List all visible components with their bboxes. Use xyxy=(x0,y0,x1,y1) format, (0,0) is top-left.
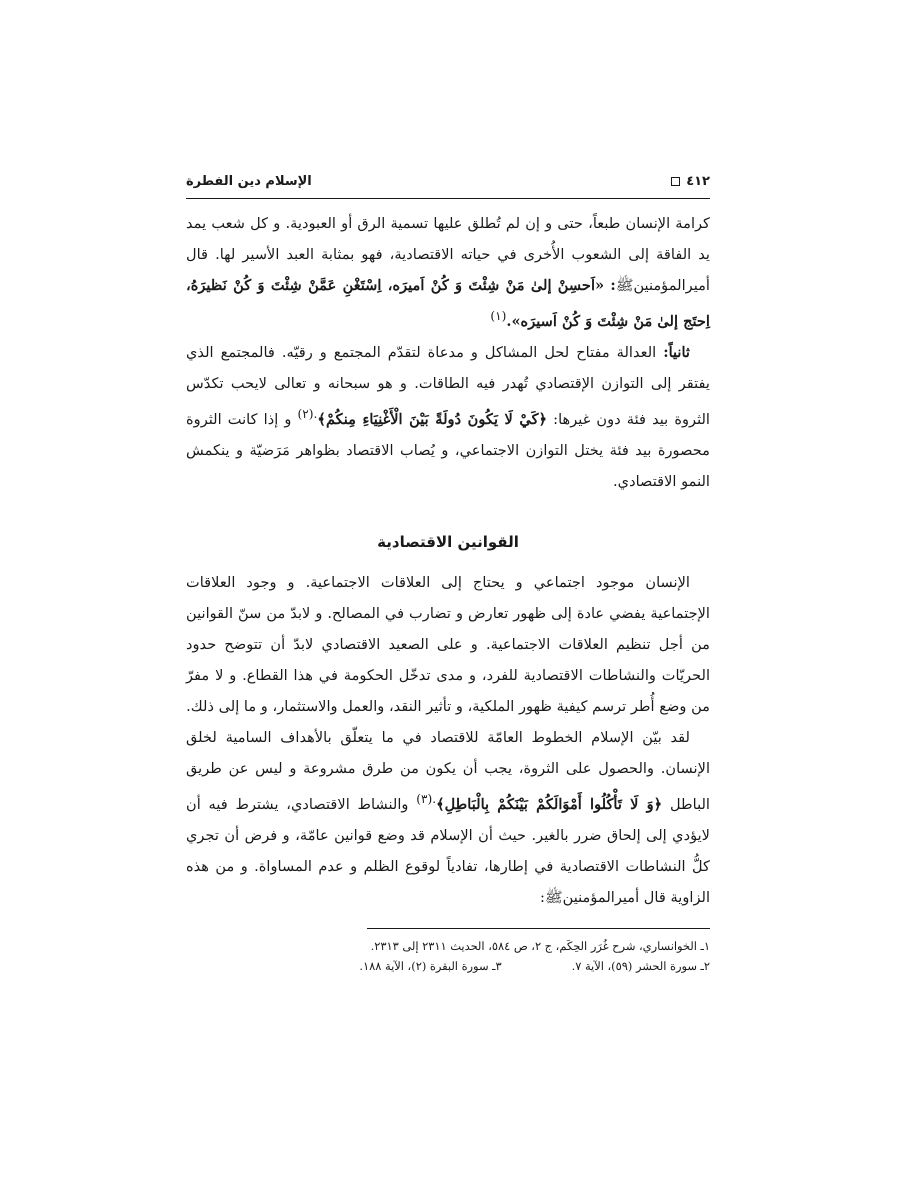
paragraph-4 xyxy=(186,722,710,913)
paragraph-3: الإنسان موجود اجتماعي و يحتاج إلى العلاقات الاجتماعية. و وجود العلاقات الإجتماعية يفضي عادة إلى ظهور تعارض و تضارب في المصالح. و لابدّ من سنّ القوانين من أجل تنظيم العلاقات الاجتماعية. و على الصعيد الاقتصادي لابدّ أن تتوضح حدود الحريّات والنشاطات الاقتصادية للفرد، و مدى تدخّل الحكومة في هذا القطاع. و لا مفرّ من وضع أُطر ترسم كيفية ظهور الملكية، و تأثير النقد، والعمل والاستثمار، و ما إلى ذلك. xyxy=(186,573,710,715)
header-rule xyxy=(186,198,710,199)
paragraph-1 xyxy=(186,208,710,337)
footnote-ref-2: .(٢) xyxy=(297,406,318,421)
footnote-row xyxy=(186,956,710,976)
paragraph-2 xyxy=(186,337,710,497)
section-heading: القوانين الاقتصادية xyxy=(377,532,519,551)
page-number: ٤١٢ xyxy=(686,173,710,189)
square-icon xyxy=(671,177,680,186)
paragraph-1-text: كرامة الإنسان طبعاً، حتى و إن لم تُطلق عليها تسمية الرق أو العبودية. و كل شعب يمد يد الفاقة إلى الشعوب الأُخرى في حياته الاقتصادية، فهو بمثابة العبد الأسير لها. قال أميرالمؤمنين xyxy=(186,215,710,294)
page-body xyxy=(186,208,710,913)
footnotes xyxy=(186,936,710,976)
quran-quote-2: ﴿وَ لَا تَأْكُلُوا أَمْوَالَكُمْ بَيْنَكُمْ بِالْبَاطِلِ﴾ xyxy=(436,795,663,813)
quran-quote-1: ﴿كَيْ لَا يَكُونَ دُولَةً بَيْنَ الْأَغْنِيَاءِ مِنكُمْ﴾ xyxy=(317,410,548,428)
paragraph-4-end: : xyxy=(540,888,545,906)
paragraph-2-lead: ثانياً: xyxy=(663,343,690,361)
footnote-1: ١ـ الخوانساري، شرح غُرَر الحِكَم، ج ٢، ص ٥٨٤، الحديث ٢٣١١ إلى ٢٣١٣. xyxy=(370,939,710,953)
honorific-1: ﷺ xyxy=(615,277,634,294)
footnote-rule xyxy=(367,928,710,929)
footnote-ref-3: .(٣) xyxy=(416,791,437,806)
running-head xyxy=(186,168,710,194)
book-page xyxy=(186,158,710,988)
footnote-3: ٣ـ سورة البقرة (٢)، الآية ١٨٨. xyxy=(359,959,502,973)
footnote-ref-1: (١) xyxy=(490,309,507,323)
paragraph-2-tail: و إذا كانت الثروة محصورة بيد فئة يختل التوازن الاجتماعي، و يُصاب الاقتصاد بظواهر مَرَضيّة و ينكمش النمو الاقتصادي. xyxy=(186,410,710,490)
footnote-2: ٢ـ سورة الحشر (٥٩)، الآية ٧. xyxy=(571,959,710,973)
page-number-block xyxy=(671,174,710,189)
hadith-quote: : «اَحسِنْ إلىٰ مَنْ شِئْتَ وَ كُنْ اَميرَه، اِسْتَغْنِ عَمَّنْ شِئْتَ وَ كُنْ نَظيرَهُ، اِحتَج إلىٰ مَنْ شِئْتَ وَ كُنْ اَسيرَه». xyxy=(186,277,710,330)
paragraph-4-text-b: والنشاط الاقتصادي، يشترط فيه أن لايؤدي إلى إلحاق ضرر بالغير. حيث أن الإسلام قد وضع قوانين عامّة، و فرض أن تجري كلُّ النشاطات الاقتصادية في إطارها، تفادياً لوقوع الظلم و عدم المساواة. و من هذه الزاوية قال أميرالمؤمنين xyxy=(186,795,710,906)
honorific-2: ﷺ xyxy=(544,888,563,906)
running-title: الإسلام دين الفطرة xyxy=(186,173,312,189)
paragraph-2-text: العدالة مفتاح لحل المشاكل و مدعاة لتقدّم المجتمع و رقيّه. فالمجتمع الذي يفتقر إلى التوازن الإقتصادي تُهدر فيه الطاقات. و هو سبحانه و تعالى لايحب تكدّس الثروة بيد فئة دون غيرها: xyxy=(186,343,710,428)
paragraph-4-text-a: لقد بيّن الإسلام الخطوط العامّة للاقتصاد في ما يتعلّق بالأهداف السامية لخلق الإنسان. والحصول على الثروة، يجب أن يكون من طرق مشروعة و ليس عن طريق الباطل xyxy=(186,728,710,813)
